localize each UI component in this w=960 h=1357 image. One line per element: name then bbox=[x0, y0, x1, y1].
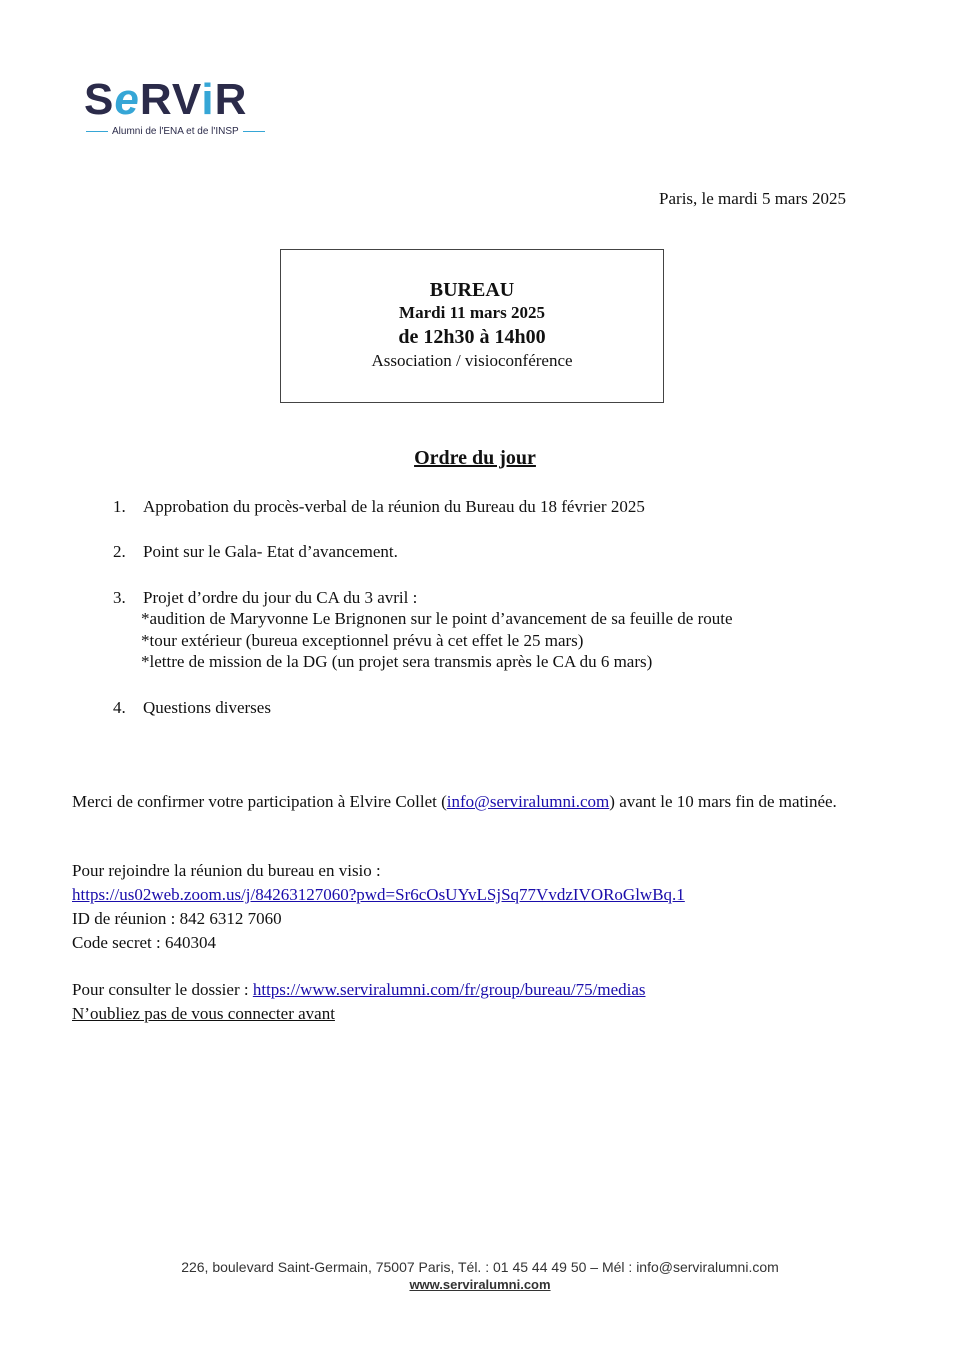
logo-tagline: Alumni de l'ENA et de l'INSP bbox=[112, 126, 239, 137]
logo-rule-left bbox=[86, 131, 108, 132]
meeting-code: Code secret : 640304 bbox=[72, 933, 216, 952]
login-reminder: N’oubliez pas de vous connecter avant bbox=[72, 1004, 335, 1023]
agenda-subitem: *tour extérieur (bureua exceptionnel prévu à cet effet le 25 mars) bbox=[141, 631, 584, 650]
logo-letters-rv: RV bbox=[139, 75, 202, 124]
logo-wordmark bbox=[84, 70, 247, 130]
agenda-title: Ordre du jour bbox=[414, 447, 536, 469]
agenda-item-number: 2. bbox=[113, 542, 126, 561]
logo-letter-r: R bbox=[214, 75, 248, 124]
agenda-item-4 bbox=[113, 697, 271, 719]
dossier-link[interactable]: https://www.serviralumni.com/fr/group/bureau/75/medias bbox=[252, 980, 646, 999]
confirmation-paragraph bbox=[72, 790, 878, 814]
visio-section bbox=[72, 859, 878, 955]
logo-letter-e: e bbox=[114, 75, 140, 124]
agenda-item-text: Questions diverses bbox=[143, 698, 271, 717]
agenda-subitem: *audition de Maryvonne Le Brignonen sur le point d’avancement de sa feuille de route bbox=[141, 609, 733, 628]
agenda-item-number: 1. bbox=[113, 497, 126, 516]
dossier-section bbox=[72, 978, 878, 1026]
agenda-item-3 bbox=[113, 587, 417, 609]
agenda-item-number: 4. bbox=[113, 698, 126, 717]
meeting-time: de 12h30 à 14h00 bbox=[398, 326, 546, 348]
meeting-id: ID de réunion : 842 6312 7060 bbox=[72, 909, 282, 928]
logo-letter-i: i bbox=[201, 75, 215, 124]
agenda-item-text: Approbation du procès-verbal de la réunion du Bureau du 18 février 2025 bbox=[143, 497, 645, 516]
logo-letter-s: S bbox=[84, 75, 115, 124]
dossier-label: Pour consulter le dossier : bbox=[72, 980, 253, 999]
agenda-item-text: Point sur le Gala- Etat d’avancement. bbox=[143, 542, 398, 561]
confirmation-text-before: Merci de confirmer votre participation à Elvire Collet ( bbox=[72, 792, 447, 811]
agenda-item-1 bbox=[113, 496, 645, 518]
servir-logo bbox=[84, 70, 284, 142]
confirmation-text-after: ) avant le 10 mars fin de matinée. bbox=[609, 792, 837, 811]
footer-website-link[interactable]: www.serviralumni.com bbox=[409, 1277, 551, 1292]
meeting-date: Mardi 11 mars 2025 bbox=[399, 303, 545, 322]
agenda-item-2 bbox=[113, 541, 398, 563]
visio-intro: Pour rejoindre la réunion du bureau en visio : bbox=[72, 861, 381, 880]
page-footer bbox=[0, 1258, 960, 1294]
meeting-title: BUREAU bbox=[429, 279, 515, 301]
agenda-item-number: 3. bbox=[113, 588, 126, 607]
meeting-place: Association / visioconférence bbox=[371, 351, 573, 370]
agenda-subitem: *lettre de mission de la DG (un projet sera transmis après le CA du 6 mars) bbox=[141, 652, 653, 671]
zoom-link[interactable]: https://us02web.zoom.us/j/84263127060?pwd=Sr6cOsUYvLSjSq77VvdzIVORoGlwBq.1 bbox=[72, 885, 685, 904]
footer-address: 226, boulevard Saint-Germain, 75007 Paris, Tél. : 01 45 44 49 50 – Mél : info@serviralumni.com bbox=[181, 1259, 779, 1275]
agenda-item-text: Projet d’ordre du jour du CA du 3 avril : bbox=[143, 588, 418, 607]
logo-tagline-row bbox=[86, 126, 265, 137]
document-date: Paris, le mardi 5 mars 2025 bbox=[659, 189, 846, 208]
logo-rule-right bbox=[243, 131, 265, 132]
contact-email-link[interactable]: info@serviralumni.com bbox=[446, 792, 610, 811]
meeting-info-box bbox=[280, 249, 664, 403]
